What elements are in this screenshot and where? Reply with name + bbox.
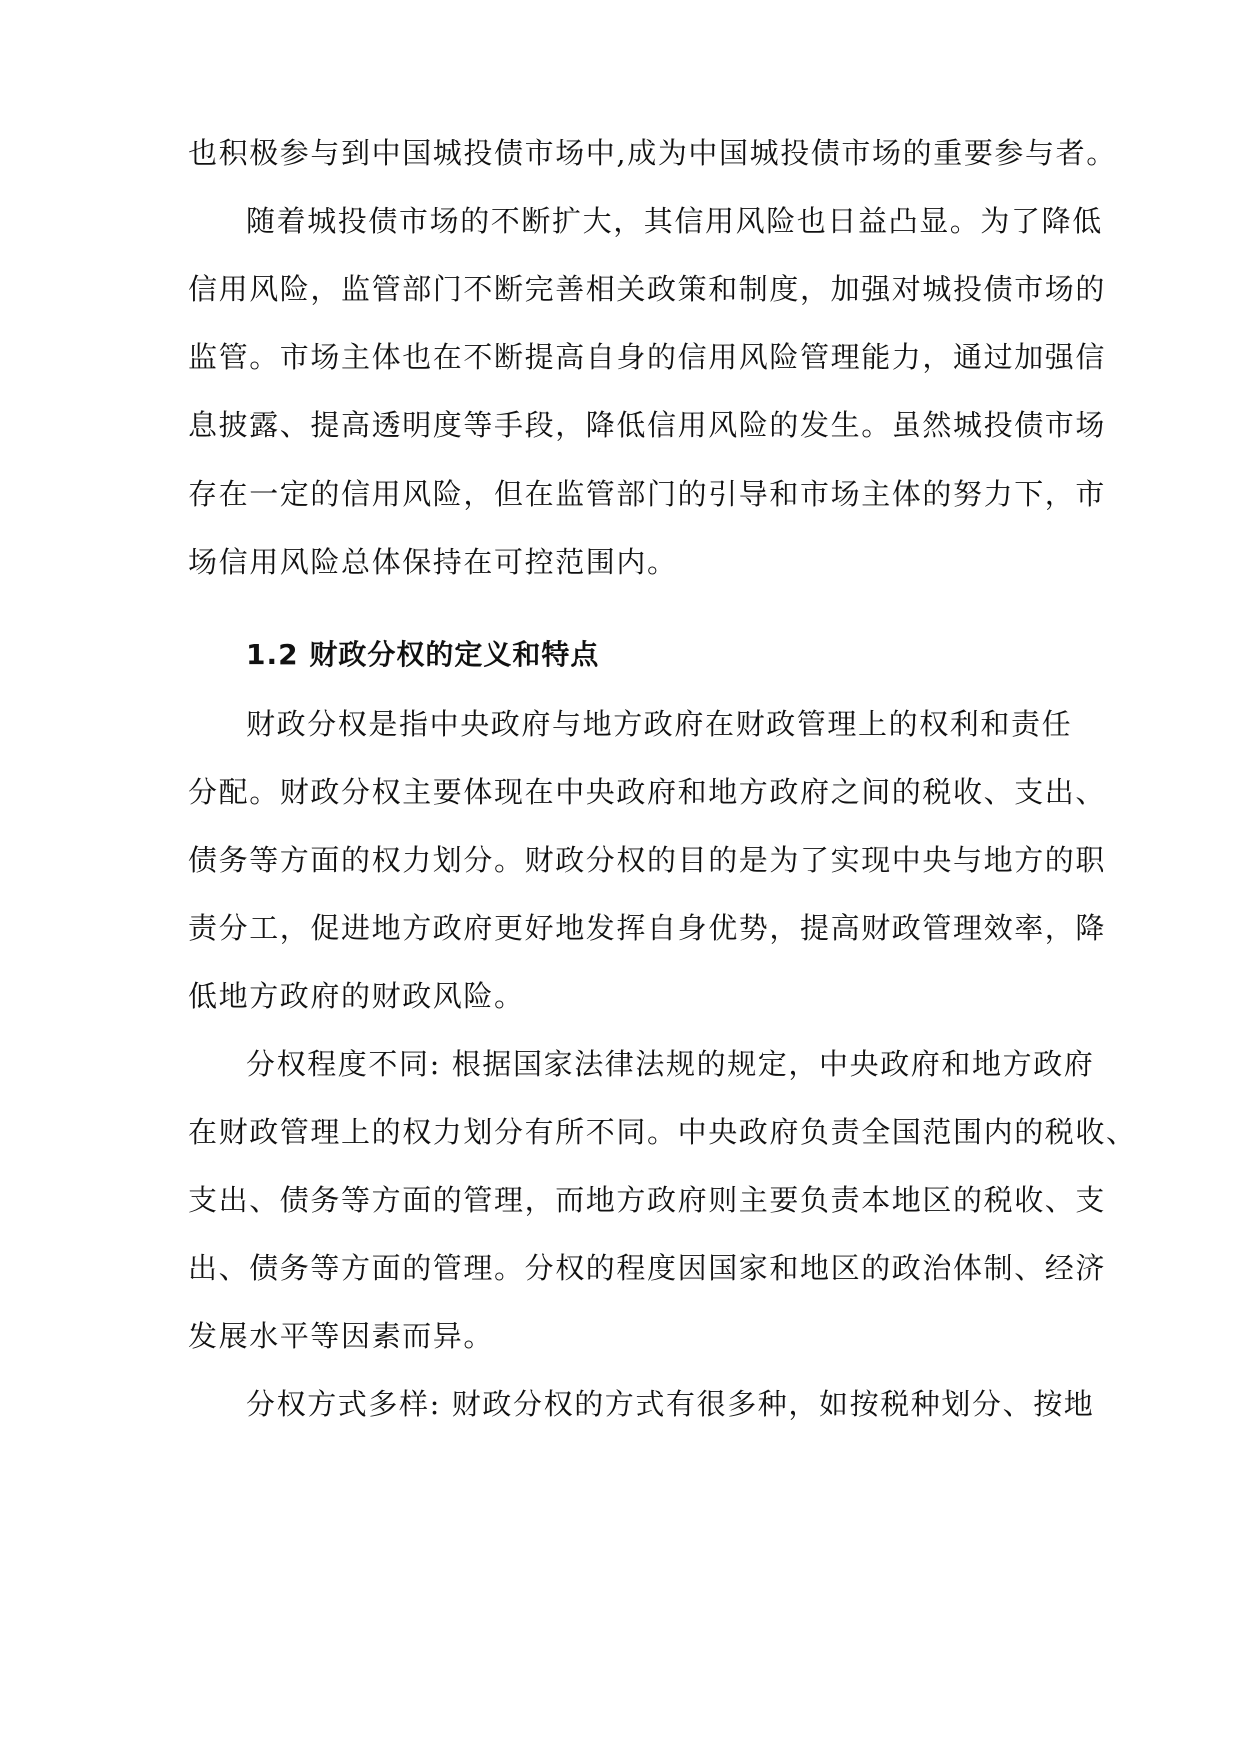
paragraph-4-line-5: 发展水平等因素而异。 <box>188 1319 495 1353</box>
paragraph-1-line-1: 也积极参与到中国城投债市场中,成为中国城投债市场的重要参与者。 <box>188 136 1117 170</box>
paragraph-4-line-3: 支出、债务等方面的管理，而地方政府则主要负责本地区的税收、支 <box>188 1183 1107 1217</box>
paragraph-4-line-4: 出、债务等方面的管理。分权的程度因国家和地区的政治体制、经济 <box>188 1251 1107 1285</box>
paragraph-5-line-1: 分权方式多样: 财政分权的方式有很多种，如按税种划分、按地 <box>246 1387 1095 1421</box>
paragraph-2-line-6: 场信用风险总体保持在可控范围内。 <box>188 545 678 579</box>
paragraph-2-line-3: 监管。市场主体也在不断提高自身的信用风险管理能力，通过加强信 <box>188 340 1107 374</box>
paragraph-3-line-2: 分配。财政分权主要体现在中央政府和地方政府之间的税收、支出、 <box>188 775 1107 809</box>
paragraph-3-line-1: 财政分权是指中央政府与地方政府在财政管理上的权利和责任 <box>246 707 1073 741</box>
paragraph-2-line-1: 随着城投债市场的不断扩大，其信用风险也日益凸显。为了降低 <box>246 204 1103 238</box>
paragraph-3-line-5: 低地方政府的财政风险。 <box>188 979 525 1013</box>
paragraph-2-line-5: 存在一定的信用风险，但在监管部门的引导和市场主体的努力下，市 <box>188 477 1107 511</box>
paragraph-2-line-4: 息披露、提高透明度等手段，降低信用风险的发生。虽然城投债市场 <box>188 408 1107 442</box>
section-heading: 1.2 财政分权的定义和特点 <box>246 638 600 671</box>
paragraph-2-line-2: 信用风险，监管部门不断完善相关政策和制度，加强对城投债市场的 <box>188 272 1107 306</box>
paragraph-4-line-1: 分权程度不同: 根据国家法律法规的规定，中央政府和地方政府 <box>246 1047 1095 1081</box>
paragraph-3-line-4: 责分工，促进地方政府更好地发挥自身优势，提高财政管理效率，降 <box>188 911 1107 945</box>
paragraph-4-line-2: 在财政管理上的权力划分有所不同。中央政府负责全国范围内的税收、 <box>188 1115 1137 1149</box>
paragraph-3-line-3: 债务等方面的权力划分。财政分权的目的是为了实现中央与地方的职 <box>188 843 1107 877</box>
